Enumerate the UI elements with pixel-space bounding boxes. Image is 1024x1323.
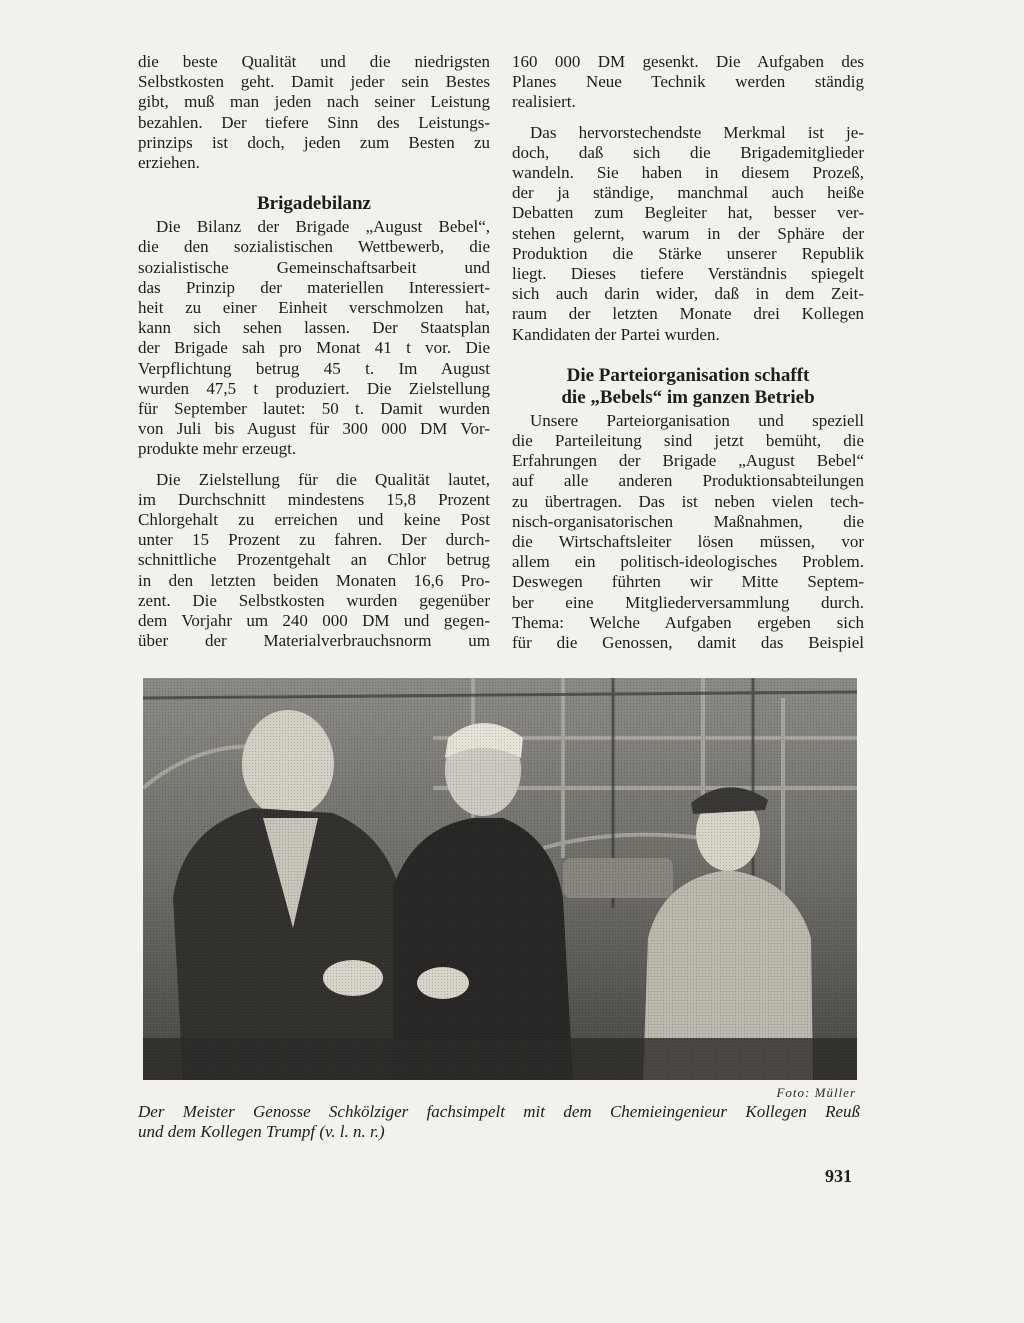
text-line: Deswegen führten wir Mitte Septem- [512,572,864,592]
text-line: bezahlen. Der tiefere Sinn des Leistungs- [138,112,490,132]
text-line: Produktion die Stärke unserer Republik [512,243,864,263]
photo-illustration [143,678,857,1080]
text-line: über der Materialverbrauchsnorm um [138,631,490,651]
text-line: nisch-organisatorischen Maßnahmen, die [512,511,864,531]
text-line: Verpflichtung betrug 45 t. Im August [138,358,490,378]
text-line: Chlorgehalt zu erreichen und keine Post [138,510,490,530]
text-line: für September lautet: 50 t. Damit wurden [138,399,490,419]
text-line: schnittliche Prozentgehalt an Chlor betrug [138,550,490,570]
photo-three-workers [143,678,857,1080]
text-line: der Brigade sah pro Monat 41 t vor. Die [138,338,490,358]
text-line: erziehen. [138,153,200,173]
text-line: doch, daß sich die Brigademitglieder [512,142,864,162]
text-line: zent. Die Selbstkosten wurden gegenüber [138,590,490,610]
caption-line: und dem Kollegen Trumpf (v. l. n. r.) [138,1122,385,1141]
page-number: 931 [825,1166,852,1186]
text-line: auf alle anderen Produktionsabteilungen [512,471,864,491]
text-line: zu übertragen. Das ist neben vielen tech- [512,491,864,511]
text-line: kann sich sehen lassen. Der Staatsplan [138,318,490,338]
text-line: heit zu einer Einheit verschmolzen hat, [138,298,490,318]
text-line: sich auch darin wider, daß in dem Zeit- [512,284,864,304]
text-line: stehen gelernt, warum in der Sphäre der [512,223,864,243]
text-line: liegt. Dieses tiefere Verständnis spiegelt [512,264,864,284]
text-line: produkte mehr erzeugt. [138,439,297,459]
section-heading-brigadebilanz: Brigadebilanz [256,193,371,215]
text-line: im Durchschnitt mindestens 15,8 Prozent [138,489,490,509]
paragraph-party-organisation [512,411,864,653]
text-line: wurden 47,5 t produziert. Die Zielstellung [138,378,490,398]
paragraph-continuation [512,52,864,113]
text-line: Kandidaten der Partei wurden. [512,324,720,344]
text-line: das Prinzip der materiellen Interessiert- [138,277,490,297]
photo-caption [138,1102,860,1142]
text-line: Planes Neue Technik werden ständig [512,72,864,92]
text-line: sozialistische Gemeinschaftsarbeit und [138,257,490,277]
text-line: prinzips ist doch, jeden zum Besten zu [138,132,490,152]
text-line: Unsere Parteiorganisation und speziell [530,410,864,430]
text-line: der ja ständige, manchmal auch heiße [512,183,864,203]
text-line: Die Bilanz der Brigade „August Bebel“, [156,217,490,237]
paragraph-brigade-balance [138,217,490,459]
text-line: dem Vorjahr um 240 000 DM und gegen- [138,611,490,631]
section-heading-parteiorganisation: Die Parteiorganisation schafft die „Bebels“ im ganzen Betrieb [561,364,815,408]
text-line: in den letzten beiden Monaten 16,6 Pro- [138,570,490,590]
text-line: allem ein politisch-ideologisches Problem. [512,552,864,572]
paragraph-intro [138,52,490,173]
text-line: Selbstkosten geht. Damit jeder sein Bestes [138,72,490,92]
text-line: die beste Qualität und die niedrigsten [138,52,490,71]
text-line: realisiert. [512,92,576,112]
text-line: raum der letzten Monate drei Kollegen [512,304,864,324]
text-line: Das hervorstechendste Merkmal ist je- [530,122,864,142]
right-column [512,52,864,653]
caption-line: Der Meister Genosse Schkölziger fachsimpelt mit dem Chemieingenieur Kollegen Reuß [138,1102,860,1121]
text-line: gibt, muß man jeden nach seiner Leistung [138,92,490,112]
text-line: ber eine Mitgliederversammlung durch. [512,592,864,612]
text-line: die den sozialistischen Wettbewerb, die [138,237,490,257]
text-line: wandeln. Sie haben in diesem Prozeß, [512,163,864,183]
text-line: die Wirtschaftsleiter lösen müssen, vor [512,532,864,552]
text-line: Erfahrungen der Brigade „August Bebel“ [512,451,864,471]
text-line: Thema: Welche Aufgaben ergeben sich [512,612,864,632]
paragraph-key-feature [512,123,864,345]
paragraph-quality-target [138,470,490,652]
text-line: die Parteileitung sind jetzt bemüht, die [512,431,864,451]
photo-credit: Foto: Müller [776,1085,856,1100]
left-column [138,52,490,651]
text-line: unter 15 Prozent zu fahren. Der durch- [138,530,490,550]
text-line: Debatten zum Begleiter hat, besser ver- [512,203,864,223]
text-line: von Juli bis August für 300 000 DM Vor- [138,419,490,439]
text-line: Die Zielstellung für die Qualität lautet, [156,469,490,489]
text-line: 160 000 DM gesenkt. Die Aufgaben des [512,52,864,71]
text-line: für die Genossen, damit das Beispiel [512,633,864,653]
